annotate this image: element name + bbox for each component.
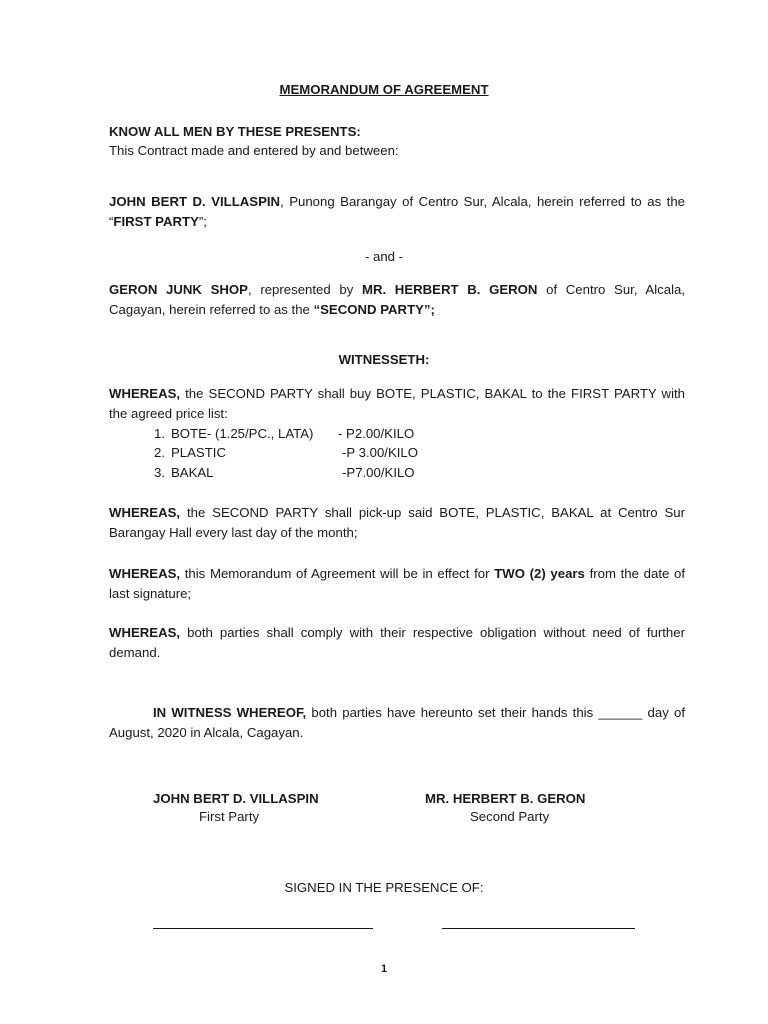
- price-item-price: -P7.00/KILO: [342, 465, 415, 480]
- witness-bold: IN WITNESS WHEREOF,: [153, 705, 307, 720]
- clause-3-bold: TWO (2) years: [494, 566, 585, 581]
- first-party-end: ”;: [198, 213, 207, 229]
- document-title: MEMORANDUM OF AGREEMENT: [279, 82, 489, 97]
- whereas-clause-3: [109, 564, 685, 603]
- second-party-paragraph: [109, 280, 685, 319]
- opening-heading-text: KNOW ALL MEN BY THESE PRESENTS:: [109, 124, 361, 139]
- clause-3-end: from the date of last signature;: [109, 566, 685, 601]
- first-party-desc: , Punong Barangay of Centro Sur, Alcala, herein referred to as the “: [109, 194, 685, 229]
- whereas-clause-2: [109, 503, 685, 542]
- and-separator: - and -: [364, 249, 404, 264]
- signatory-name: MR. HERBERT B. GERON: [425, 791, 586, 806]
- witness-paragraph: [109, 703, 685, 742]
- clause-3-text: this Memorandum of Agreement will be in effect for: [180, 566, 495, 581]
- page-number: 1: [380, 963, 388, 975]
- signatory-role: First Party: [199, 809, 260, 824]
- price-item-price: -P 3.00/KILO: [342, 445, 418, 460]
- price-item-num: 3.: [154, 465, 165, 480]
- whereas-word: WHEREAS,: [109, 625, 181, 640]
- clause-4-text: both parties shall comply with their respective obligation without need of further demand.: [109, 625, 685, 660]
- opening-line: This Contract made and entered by and between:: [109, 143, 399, 158]
- price-item-price: - P2.00/KILO: [338, 426, 415, 441]
- whereas-word: WHEREAS,: [109, 566, 181, 581]
- second-party-label: “SECOND PARTY”;: [313, 301, 435, 317]
- presence-heading: SIGNED IN THE PRESENCE OF:: [284, 880, 484, 895]
- witness-signature-line: [153, 928, 373, 929]
- whereas-clause-1: [109, 384, 685, 423]
- second-party-name: GERON JUNK SHOP: [109, 282, 248, 297]
- witnesseth-heading: [0, 350, 768, 370]
- first-party-paragraph: [109, 192, 685, 231]
- first-party-label: FIRST PARTY: [113, 213, 199, 229]
- price-item-name: BOTE- (1.25/PC., LATA): [171, 426, 314, 441]
- opening-heading: [109, 122, 685, 142]
- whereas-word: WHEREAS,: [109, 386, 181, 401]
- signatory-name: JOHN BERT D. VILLASPIN: [153, 791, 319, 806]
- whereas-word: WHEREAS,: [109, 505, 181, 520]
- witnesseth-text: WITNESSETH:: [338, 352, 430, 367]
- second-party-desc: of Centro Sur, Alcala, Cagayan, herein referred to as the: [109, 282, 686, 317]
- whereas-clause-4: [109, 623, 685, 662]
- first-party-name: JOHN BERT D. VILLASPIN: [109, 194, 281, 209]
- price-item-num: 2.: [154, 445, 165, 460]
- witness-signature-line: [442, 928, 635, 929]
- second-party-rep-text: , represented by: [247, 282, 362, 297]
- signatory-role: Second Party: [470, 809, 550, 824]
- price-item-num: 1.: [154, 426, 165, 441]
- witness-text: both parties have hereunto set their hands this ______ day of August, 2020 in Alcala, Cagayan.: [109, 705, 685, 740]
- clause-1-text: the SECOND PARTY shall buy BOTE, PLASTIC, BAKAL to the FIRST PARTY with the agreed price list:: [109, 386, 685, 421]
- price-item-name: PLASTIC: [171, 445, 226, 460]
- second-party-rep-name: MR. HERBERT B. GERON: [361, 282, 538, 297]
- price-item-name: BAKAL: [171, 465, 214, 480]
- clause-2-text: the SECOND PARTY shall pick-up said BOTE, PLASTIC, BAKAL at Centro Sur Barangay Hall every last day of the month;: [109, 505, 685, 540]
